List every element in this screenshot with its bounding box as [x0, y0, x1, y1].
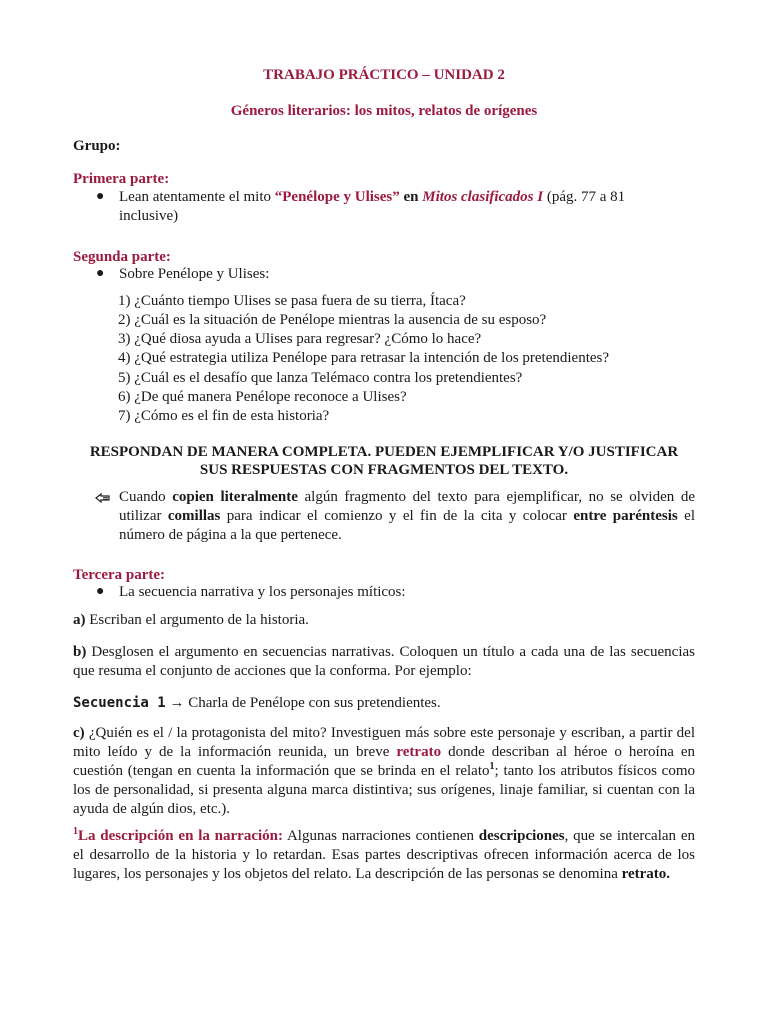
myth-title: “Penélope y Ulises”	[274, 189, 400, 205]
part1-bullet-en: en	[399, 189, 423, 205]
part2-heading: Segunda parte:	[73, 249, 171, 265]
footnote-text-2: , que se intercalan en el desarrollo de la historia y lo retardan. Esas partes descriptivas ofrecen información acerca de los lugares, los personajes y los objetos del relato. La descripción de las personas se denomina	[73, 828, 695, 882]
item-c	[73, 724, 695, 819]
item-a	[73, 611, 309, 630]
item-b-label: b)	[73, 644, 87, 660]
instruction-line2: SUS RESPUESTAS CON FRAGMENTOS DEL TEXTO.	[199, 462, 569, 478]
item-a-text: Escriban el argumento de la historia.	[85, 612, 309, 628]
footnote-ref: 1	[489, 761, 495, 772]
footnote-bold-2: retrato.	[621, 866, 671, 882]
instruction-line1: RESPONDAN DE MANERA COMPLETA. PUEDEN EJEMPLIFICAR Y/O JUSTIFICAR	[89, 444, 679, 460]
item-c-label: c)	[73, 725, 85, 741]
sequence-text: Charla de Penélope con sus pretendientes.	[184, 695, 441, 711]
footnote	[73, 827, 695, 884]
note-bold-2: comillas	[167, 508, 221, 524]
note-text-3: para indicar el comienzo y el fin de la cita y colocar	[220, 508, 574, 524]
part3-bullet: La secuencia narrativa y los personajes míticos:	[119, 584, 406, 600]
part1-heading: Primera parte:	[73, 171, 170, 187]
item-b	[73, 643, 695, 681]
note-bold-3: entre paréntesis	[573, 508, 678, 524]
document-title: TRABAJO PRÁCTICO – UNIDAD 2	[263, 67, 505, 83]
item-c-text-1: ¿Quién es el / la protagonista del mito? Investiguen más sobre este personaje y escriban, a partir del mito leído y de la información reunida, un breve	[73, 725, 695, 760]
question-1: 1) ¿Cuánto tiempo Ulises se pasa fuera de su tierra, Ítaca?	[118, 293, 466, 309]
part2-bullet: Sobre Penélope y Ulises:	[119, 266, 270, 282]
part1-bullet-line2: inclusive)	[119, 208, 179, 224]
note-bold-1: copien literalmente	[172, 489, 298, 505]
question-2: 2) ¿Cuál es la situación de Penélope mientras la ausencia de su esposo?	[118, 312, 547, 328]
question-5: 5) ¿Cuál es el desafío que lanza Telémaco contra los pretendientes?	[118, 370, 523, 386]
question-6: 6) ¿De qué manera Penélope reconoce a Ulises?	[118, 389, 407, 405]
part1-bullet-suffix: (pág. 77 a 81	[543, 189, 626, 205]
right-arrow-icon: →	[169, 695, 185, 711]
item-c-text-3: ; tanto los atributos físicos como los de personalidad, si presenta alguna marca distintiva; sus orígenes, linaje familiar, si cuentan con la ayuda de algún dios, etc.).	[73, 763, 696, 817]
book-title: Mitos clasificados I	[422, 189, 544, 205]
item-c-text-2: donde describan al héroe o heroína en cuestión (tengan en cuenta la información que se brinda en el relato	[73, 744, 696, 779]
sequence-example	[73, 694, 441, 713]
bullet-icon: ●	[96, 584, 105, 599]
footnote-bold-1: descripciones	[478, 828, 565, 844]
bullet-icon: ●	[96, 189, 105, 204]
pointing-hand-icon	[95, 490, 111, 504]
question-3: 3) ¿Qué diosa ayuda a Ulises para regresar? ¿Cómo lo hace?	[118, 331, 482, 347]
item-a-label: a)	[73, 612, 86, 628]
question-4: 4) ¿Qué estrategia utiliza Penélope para retrasar la intención de los pretendientes?	[118, 350, 610, 366]
part1-bullet-prefix: Lean atentamente el mito	[119, 189, 275, 205]
item-b-text: Desglosen el argumento en secuencias narrativas. Coloquen un título a cada una de las secuencias que resuma el conjunto de acciones que la conforma. Por ejemplo:	[73, 644, 695, 679]
footnote-number: 1	[73, 826, 78, 837]
part1-bullet	[119, 188, 699, 226]
retrato-keyword: retrato	[396, 744, 442, 760]
note-text-4: el número de página a la que pertenece.	[119, 508, 695, 543]
sequence-label: Secuencia 1	[73, 695, 166, 711]
footnote-heading: La descripción en la narración:	[78, 828, 283, 844]
footnote-text-1: Algunas narraciones contienen	[283, 828, 479, 844]
citation-note	[119, 488, 695, 545]
bullet-icon: ●	[96, 266, 105, 281]
grupo-label: Grupo:	[73, 138, 121, 154]
question-7: 7) ¿Cómo es el fin de esta historia?	[118, 408, 330, 424]
part3-heading: Tercera parte:	[73, 567, 166, 583]
document-subtitle: Géneros literarios: los mitos, relatos de orígenes	[230, 103, 538, 119]
note-text-2: algún fragmento del texto para ejemplificar, no se olviden de utilizar	[119, 489, 695, 524]
note-text-1: Cuando	[119, 489, 173, 505]
